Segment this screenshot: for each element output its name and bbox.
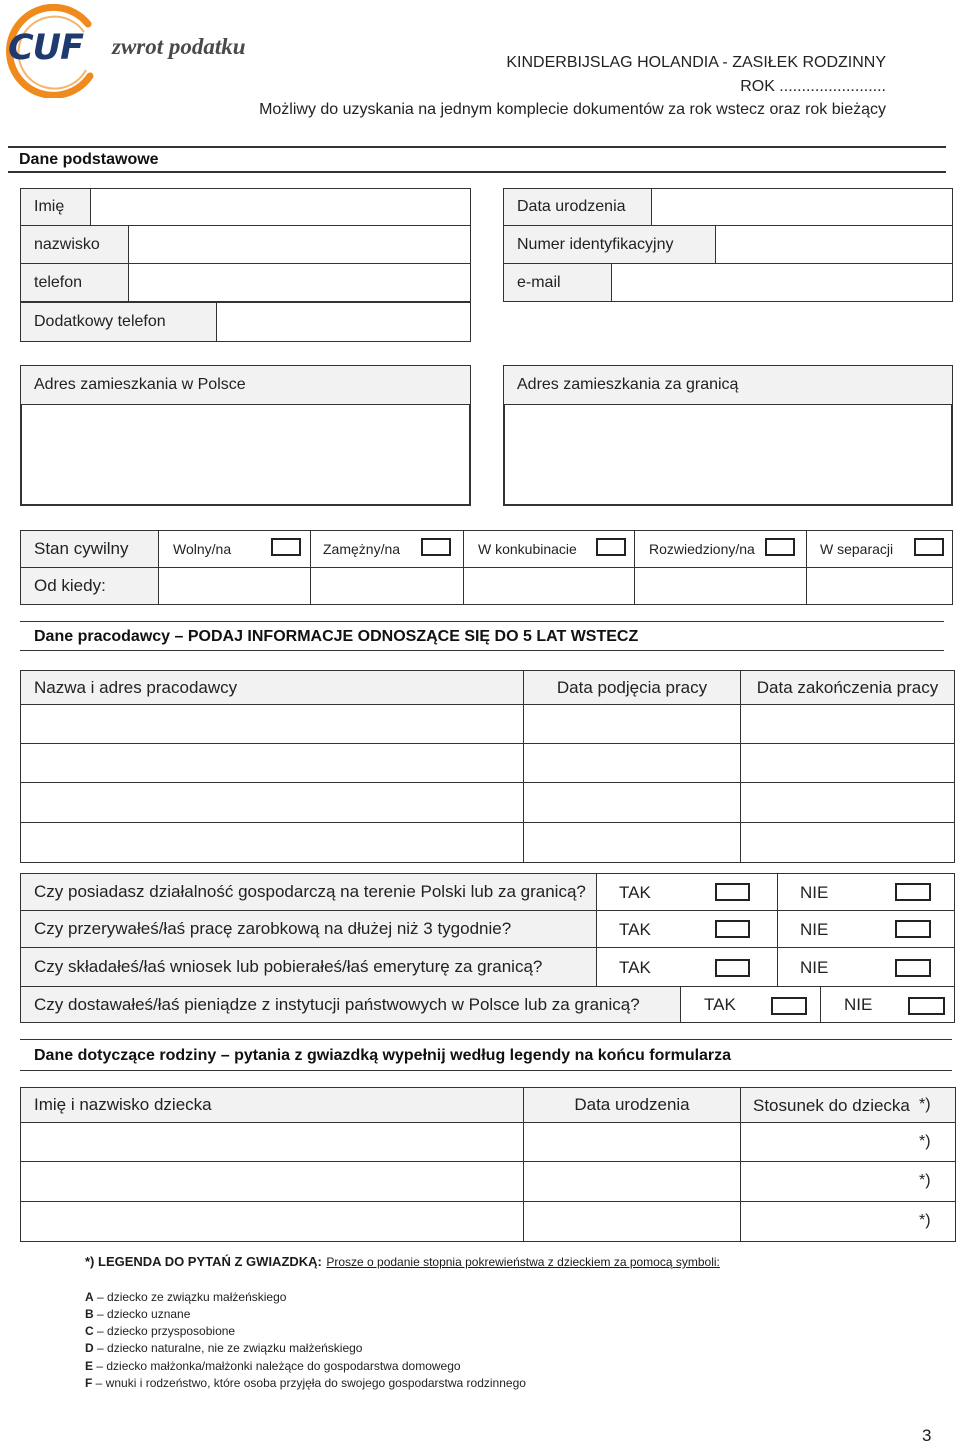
employer-col-name: Nazwa i adres pracodawcy — [20, 670, 524, 705]
first-name-field[interactable] — [90, 188, 471, 226]
legend-item — [85, 1290, 286, 1304]
employer-end-field[interactable] — [740, 743, 955, 783]
relation-label: Stosunek do dziecka — [753, 1096, 910, 1115]
legend-item — [85, 1359, 461, 1373]
no-label: NIE — [800, 958, 829, 977]
civil-option-label: W separacji — [820, 541, 894, 557]
q2-yes-checkbox[interactable] — [715, 920, 750, 938]
since-field[interactable] — [310, 567, 464, 605]
legend-code: D — [85, 1341, 94, 1355]
legend-item — [85, 1341, 362, 1355]
id-number-label: Numer identyfikacyjny — [503, 225, 716, 264]
legend-text: – dziecko naturalne, nie ze związku małżeńskiego — [93, 1341, 363, 1355]
q1-yes-checkbox[interactable] — [715, 883, 750, 901]
civil-separated-checkbox[interactable] — [914, 538, 944, 556]
star-marker: *) — [919, 1133, 931, 1150]
employer-end-field[interactable] — [740, 782, 955, 823]
since-field[interactable] — [463, 567, 635, 605]
civil-option-label: W konkubinacie — [478, 541, 577, 557]
divider — [8, 171, 946, 173]
page-number: 3 — [922, 1426, 932, 1445]
civil-status-label: Stan cywilny — [20, 530, 159, 568]
email-label: e-mail — [503, 263, 612, 302]
star-marker: *) — [919, 1212, 931, 1229]
extra-phone-field[interactable] — [216, 302, 471, 342]
star-marker: *) — [919, 1172, 931, 1189]
section-title-employer: Dane pracodawcy – PODAJ INFORMACJE ODNOSZĄCE SIĘ DO 5 LAT WSTECZ — [34, 628, 639, 645]
legend-item — [85, 1324, 235, 1338]
employer-start-field[interactable] — [523, 743, 741, 783]
employer-name-field[interactable] — [20, 743, 524, 783]
legend-header — [85, 1253, 720, 1271]
question-pension: Czy składałeś/łaś wniosek lub pobierałeś/łaś emeryturę za granicą? — [20, 947, 597, 987]
divider — [20, 1039, 952, 1040]
employer-col-end: Data zakończenia pracy — [740, 670, 955, 705]
section-title-family: Dane dotyczące rodziny – pytania z gwiazdką wypełnij według legendy na końcu formularza — [34, 1047, 732, 1064]
legend-text: – dziecko uznane — [93, 1307, 191, 1321]
civil-divorced-checkbox[interactable] — [765, 538, 795, 556]
no-label: NIE — [844, 995, 873, 1014]
extra-phone-label: Dodatkowy telefon — [20, 302, 217, 342]
yes-label: TAK — [619, 920, 651, 939]
child-birth-field[interactable] — [523, 1161, 741, 1202]
q3-no-checkbox[interactable] — [895, 959, 931, 977]
employer-start-field[interactable] — [523, 782, 741, 823]
q1-no-checkbox[interactable] — [895, 883, 931, 901]
legend-instruction: Prosze o podanie stopnia pokrewieństwa z dzieckiem za pomocą symboli: — [326, 1255, 720, 1269]
legend-text: – dziecko małżonka/małżonki należące do gospodarstwa domowego — [93, 1359, 461, 1373]
child-name-field[interactable] — [20, 1161, 524, 1202]
q4-yes-checkbox[interactable] — [771, 997, 807, 1015]
employer-end-field[interactable] — [740, 704, 955, 744]
address-pl-field[interactable] — [20, 404, 471, 506]
legend-text: – dziecko ze związku małżeńskiego — [93, 1290, 287, 1304]
legend-title: *) LEGENDA DO PYTAŃ Z GWIAZDKĄ: — [85, 1254, 322, 1269]
divider — [20, 650, 944, 651]
legend-item — [85, 1307, 190, 1321]
since-label: Od kiedy: — [20, 567, 159, 605]
civil-single-checkbox[interactable] — [271, 538, 301, 556]
divider — [8, 146, 946, 148]
answer-yes-cell — [596, 873, 778, 911]
id-number-field[interactable] — [715, 225, 953, 264]
employer-start-field[interactable] — [523, 704, 741, 744]
logo-text: CUF — [8, 28, 84, 68]
divider — [20, 621, 944, 622]
first-name-label: Imię — [20, 188, 91, 226]
address-abroad-field[interactable] — [503, 404, 953, 506]
section-title-basic: Dane podstawowe — [19, 151, 159, 168]
form-subtitle: Możliwy do uzyskania na jednym komplecie dokumentów za rok wstecz oraz rok bieżący — [259, 101, 886, 118]
yes-label: TAK — [619, 958, 651, 977]
civil-married-checkbox[interactable] — [421, 538, 451, 556]
no-label: NIE — [800, 920, 829, 939]
civil-option-label: Wolny/na — [173, 541, 232, 557]
child-birth-field[interactable] — [523, 1201, 741, 1242]
form-title: KINDERBIJSLAG HOLANDIA - ZASIŁEK RODZINNY — [506, 54, 886, 71]
legend-text: – dziecko przysposobione — [93, 1324, 236, 1338]
address-pl-label: Adres zamieszkania w Polsce — [20, 365, 471, 405]
legend-code: A — [85, 1290, 94, 1304]
since-field[interactable] — [158, 567, 311, 605]
phone-field[interactable] — [128, 263, 471, 302]
question-business: Czy posiadasz działalność gospodarczą na terenie Polski lub za granicą? — [20, 873, 597, 911]
last-name-label: nazwisko — [20, 225, 129, 264]
legend-code: C — [85, 1324, 94, 1338]
q2-no-checkbox[interactable] — [895, 920, 931, 938]
answer-yes-cell — [596, 910, 778, 948]
child-name-field[interactable] — [20, 1122, 524, 1162]
question-state-money: Czy dostawałeś/łaś pieniądze z instytucji państwowych w Polsce lub za granicą? — [20, 986, 681, 1023]
star-marker: *) — [919, 1096, 931, 1113]
phone-label: telefon — [20, 263, 129, 302]
no-label: NIE — [800, 883, 829, 902]
last-name-field[interactable] — [128, 225, 471, 264]
employer-name-field[interactable] — [20, 782, 524, 823]
birth-date-field[interactable] — [651, 188, 953, 226]
civil-option-label: Zamężny/na — [323, 541, 401, 557]
q4-no-checkbox[interactable] — [908, 997, 945, 1015]
employer-name-field[interactable] — [20, 704, 524, 744]
q3-yes-checkbox[interactable] — [715, 959, 750, 977]
legend-code: B — [85, 1307, 94, 1321]
legend-text: – wnuki i rodzeństwo, które osoba przyjęła do swojego gospodarstwa rodzinnego — [92, 1376, 526, 1390]
birth-date-label: Data urodzenia — [503, 188, 652, 226]
legend-code: F — [85, 1376, 93, 1390]
legend-code: E — [85, 1359, 94, 1373]
employer-start-field[interactable] — [523, 822, 741, 863]
address-abroad-label: Adres zamieszkania za granicą — [503, 365, 953, 405]
answer-yes-cell — [596, 947, 778, 987]
child-col-birth: Data urodzenia — [523, 1087, 741, 1123]
year-line: ROK ........................ — [740, 78, 886, 95]
legend-item — [85, 1376, 526, 1390]
civil-cohabitation-checkbox[interactable] — [596, 538, 626, 556]
employer-col-start: Data podjęcia pracy — [523, 670, 741, 705]
since-field[interactable] — [634, 567, 807, 605]
civil-option-label: Rozwiedziony/na — [649, 541, 755, 557]
yes-label: TAK — [704, 995, 736, 1014]
child-col-name: Imię i nazwisko dziecka — [20, 1087, 524, 1123]
employer-end-field[interactable] — [740, 822, 955, 863]
employer-name-field[interactable] — [20, 822, 524, 863]
child-birth-field[interactable] — [523, 1122, 741, 1162]
since-field[interactable] — [806, 567, 953, 605]
child-name-field[interactable] — [20, 1201, 524, 1242]
logo-tagline: zwrot podatku — [112, 34, 246, 59]
question-work-break: Czy przerywałeś/łaś pracę zarobkową na dłużej niż 3 tygodnie? — [20, 910, 597, 948]
yes-label: TAK — [619, 883, 651, 902]
divider — [20, 1070, 952, 1071]
email-field[interactable] — [611, 263, 953, 302]
